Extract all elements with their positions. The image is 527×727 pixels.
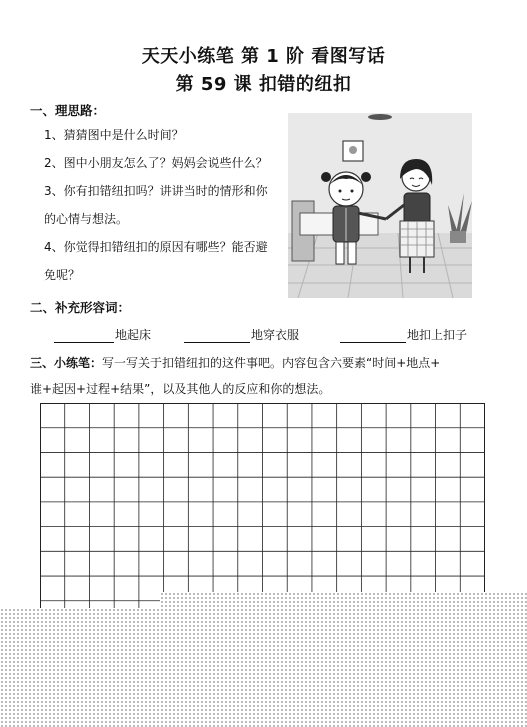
adjective-blanks bbox=[54, 326, 494, 342]
instruction-line-2: 谁+起因+过程+结果”，以及其他人的反应和你的想法。 bbox=[30, 382, 331, 396]
section-2-heading: 二、补充形容词： bbox=[30, 300, 131, 315]
writing-grid[interactable] bbox=[40, 403, 485, 608]
blank-label-1: 地起床 bbox=[115, 328, 152, 342]
blank-label-3: 地扣上扣子 bbox=[407, 328, 468, 342]
fill-blank-2[interactable] bbox=[184, 330, 250, 343]
blank-item-1 bbox=[54, 326, 151, 343]
question-4: 4、你觉得扣错纽扣的原因有哪些？能否避 bbox=[44, 240, 268, 254]
section-3-heading: 三、小练笔： bbox=[30, 356, 103, 370]
lesson-title: 第 59 课 扣错的纽扣 bbox=[175, 74, 352, 95]
section-1-heading: 一、理思路： bbox=[30, 103, 106, 118]
blank-item-3 bbox=[340, 326, 467, 343]
question-2: 2、图中小朋友怎么了？妈妈会说些什么？ bbox=[44, 156, 268, 170]
question-1: 1、猜猜图中是什么时间？ bbox=[44, 128, 184, 142]
fill-blank-3[interactable] bbox=[340, 330, 406, 343]
question-3-cont: 的心情与想法。 bbox=[44, 212, 129, 226]
blank-item-2 bbox=[184, 326, 299, 343]
question-4-cont: 免呢？ bbox=[44, 268, 81, 282]
page-title: 天天小练笔 第 1 阶 看图写话 bbox=[141, 46, 386, 67]
section-3-text bbox=[30, 350, 480, 402]
blank-label-2: 地穿衣服 bbox=[251, 328, 300, 342]
instruction-line-1: 写一写关于扣错纽扣的这件事吧。内容包含六要素“时间+地点+ bbox=[102, 356, 441, 370]
mother-and-child-illustration-icon bbox=[288, 113, 472, 298]
question-3: 3、你有扣错纽扣吗？讲讲当时的情形和你 bbox=[44, 184, 268, 198]
fill-blank-1[interactable] bbox=[54, 330, 114, 343]
